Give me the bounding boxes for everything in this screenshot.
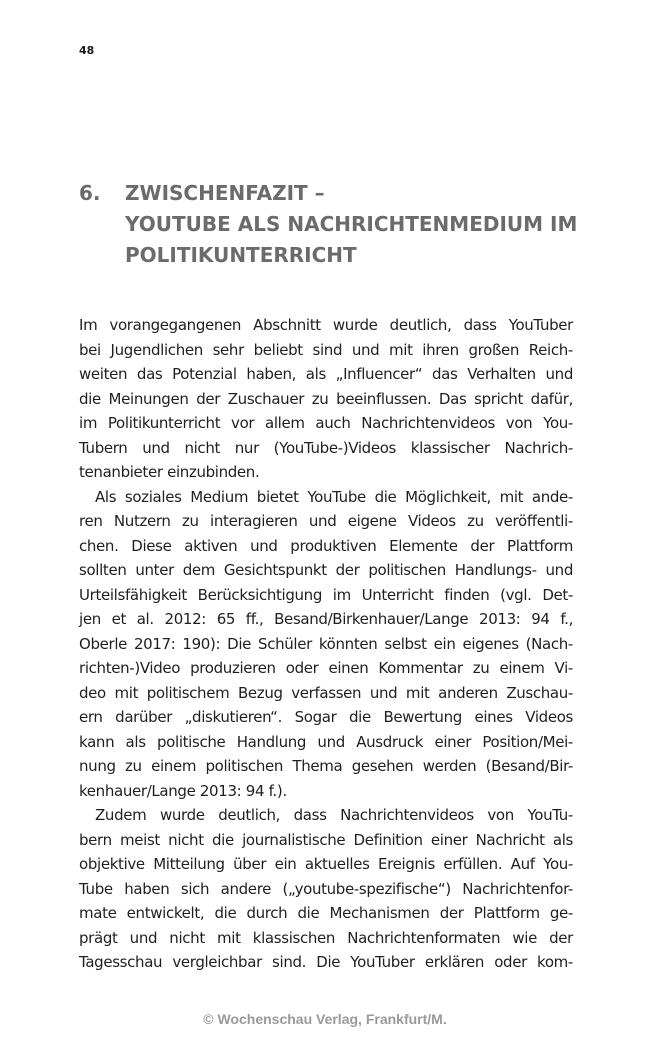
text-line: Oberle 2017: 190): Die Schüler könnten selbst ein eigenes (Nach-: [79, 634, 573, 653]
text-line: kenhauer/Lange 2013: 94 f.).: [79, 781, 287, 800]
text-line: bei Jugendlichen sehr beliebt sind und mit ihren großen Reich-: [79, 340, 573, 359]
text-line: richten-)Video produzieren oder einen Kommentar zu einem Vi-: [79, 659, 573, 677]
text-line: Zudem wurde deutlich, dass Nachrichtenvideos von YouTu-: [95, 806, 573, 824]
text-line: im Politikunterricht vor allem auch Nachrichtenvideos von You-: [79, 414, 573, 432]
chapter-heading: [79, 178, 599, 271]
paragraph-2: [79, 485, 573, 804]
paragraph-1: [79, 313, 573, 485]
text-line: ren Nutzern zu interagieren und eigene Videos zu veröffentli-: [79, 512, 573, 530]
chapter-title-line: POLITIKUNTERRICHT: [125, 243, 357, 267]
chapter-title: [125, 178, 599, 271]
text-line: nung zu einem politischen Thema gesehen werden (Besand/Bir-: [79, 757, 573, 775]
text-line: mate entwickelt, die durch die Mechanismen der Plattform ge-: [79, 904, 573, 922]
body-text: [79, 313, 573, 975]
text-line: Tubern und nicht nur (YouTube-)Videos klassischer Nachrich-: [79, 438, 573, 457]
text-line: jen et al. 2012: 65 ff., Besand/Birkenhauer/Lange 2013: 94 f.,: [79, 610, 573, 628]
text-line: Tagesschau vergleichbar sind. Die YouTuber erklären oder kom-: [79, 953, 573, 971]
text-line: kann als politische Handlung und Ausdruck einer Position/Mei-: [79, 732, 573, 751]
copyright-footer: © Wochenschau Verlag, Frankfurt/M.: [203, 1011, 447, 1027]
chapter-title-line: YOUTUBE ALS NACHRICHTENMEDIUM IM: [125, 212, 578, 236]
text-line: die Meinungen der Zuschauer zu beeinflussen. Das spricht dafür,: [79, 389, 573, 408]
text-line: Tube haben sich andere („youtube-spezifische“) Nachrichtenfor-: [79, 879, 573, 898]
chapter-title-line: ZWISCHENFAZIT –: [125, 181, 325, 205]
text-line: prägt und nicht mit klassischen Nachrichtenformaten wie der: [79, 928, 573, 947]
text-line: chen. Diese aktiven und produktiven Elemente der Plattform: [79, 536, 573, 555]
text-line: Urteilsfähigkeit Berücksichtigung im Unterricht finden (vgl. Det-: [79, 585, 573, 604]
text-line: deo mit politischem Bezug verfassen und mit anderen Zuschau-: [79, 683, 573, 702]
page-number: 48: [79, 44, 95, 57]
text-line: Im vorangegangenen Abschnitt wurde deutlich, dass YouTuber: [79, 316, 573, 334]
text-line: tenanbieter einzubinden.: [79, 463, 260, 481]
text-line: weiten das Potenzial haben, als „Influencer“ das Verhalten und: [79, 365, 573, 383]
chapter-heading-row: [79, 178, 599, 271]
text-line: ern darüber „diskutieren“. Sogar die Bewertung eines Videos: [79, 708, 573, 726]
text-line: objektive Mitteilung über ein aktuelles Ereignis erfüllen. Auf You-: [79, 855, 573, 873]
text-line: Als soziales Medium bietet YouTube die Möglichkeit, mit ande-: [95, 487, 573, 506]
chapter-number: 6.: [79, 181, 101, 205]
text-line: bern meist nicht die journalistische Definition einer Nachricht als: [79, 830, 573, 849]
paragraph-3: [79, 803, 573, 975]
text-line: sollten unter dem Gesichtspunkt der politischen Handlungs- und: [79, 561, 573, 579]
